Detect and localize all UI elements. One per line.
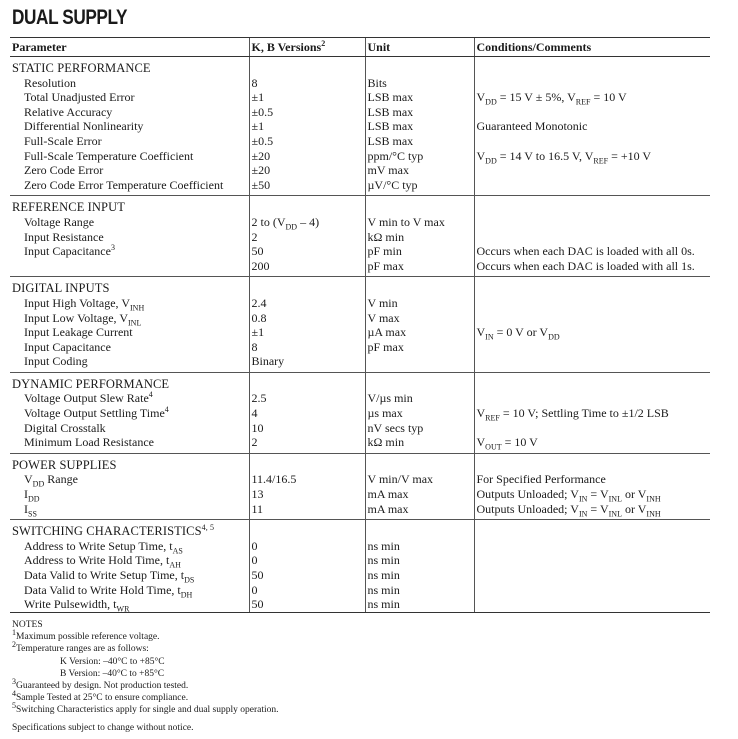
cell-value: 0 xyxy=(249,583,365,598)
page-title: DUAL SUPPLY xyxy=(12,6,128,29)
cell-unit: V max xyxy=(365,311,474,326)
header-parameter: Parameter xyxy=(10,38,249,57)
cell-unit: LSB max xyxy=(365,119,474,134)
cell-unit xyxy=(365,57,474,76)
note-1: $^1$Maximum possible reference voltage. xyxy=(12,628,160,643)
cell-parameter: Input Coding xyxy=(10,354,249,372)
spec-body xyxy=(10,57,710,613)
table-row xyxy=(10,340,710,355)
header-versions xyxy=(249,38,365,57)
table-row xyxy=(10,325,710,340)
cell-value: 0.8 xyxy=(249,311,365,326)
cell-unit: kΩ min xyxy=(365,435,474,453)
cell-conditions xyxy=(474,340,710,355)
cell-parameter: $I_{DD}$ xyxy=(24,487,40,504)
cell-conditions: $V_{IN} = 0$ V or $V_{DD}$ xyxy=(474,325,710,340)
cell-value: 200 xyxy=(249,259,365,277)
cell-value: 11 xyxy=(249,502,365,520)
section-title: DIGITAL INPUTS xyxy=(12,281,110,296)
cell-conditions xyxy=(474,421,710,436)
table-row xyxy=(10,487,710,502)
table-row xyxy=(10,391,710,406)
cell-conditions xyxy=(474,105,710,120)
cell-unit: ns min xyxy=(365,539,474,554)
cell-conditions: For Specified Performance xyxy=(474,472,710,487)
cell-unit xyxy=(365,354,474,372)
section-title: STATIC PERFORMANCE xyxy=(12,61,151,75)
cell-value: 2 xyxy=(249,230,365,245)
cell-parameter: Resolution xyxy=(24,75,77,90)
cell-value xyxy=(249,57,365,76)
cell-unit: V min to V max xyxy=(365,215,474,230)
cell-unit: ns min xyxy=(365,553,474,568)
header-versions-label: K, B Versions xyxy=(251,39,322,54)
cell-unit: LSB max xyxy=(365,134,474,149)
cell-unit: ns min xyxy=(365,597,474,612)
section-title: REFERENCE INPUT xyxy=(12,200,125,215)
cell-parameter: Address to Write Hold Time, $t_{AH}$ xyxy=(24,553,181,570)
cell-conditions xyxy=(474,372,710,391)
cell-value: 10 xyxy=(249,421,365,436)
cell-conditions xyxy=(474,163,710,178)
cell-conditions xyxy=(474,134,710,149)
cell-value: 0 xyxy=(249,553,365,568)
cell-parameter: Data Valid to Write Hold Time, $t_{DH}$ xyxy=(24,582,193,599)
cell-parameter: Input Low Voltage, $V_{INL}$ xyxy=(24,310,142,327)
section-heading-row xyxy=(10,453,710,472)
cell-conditions: $V_{DD} = 15$ V ± 5%, $V_{REF} = 10$ V xyxy=(474,90,710,105)
cell-parameter: Digital Crosstalk xyxy=(24,420,106,435)
table-row xyxy=(10,472,710,487)
cell-parameter: Minimum Load Resistance xyxy=(10,435,249,453)
cell-conditions xyxy=(474,354,710,372)
cell-parameter: Differential Nonlinearity xyxy=(24,119,144,134)
cell-value xyxy=(249,277,365,296)
cell-value: 13 xyxy=(249,487,365,502)
cell-value: 11.4/16.5 xyxy=(249,472,365,487)
header-versions-sup: 2 xyxy=(321,38,326,48)
cell-value xyxy=(249,520,365,539)
cell-value: ±0.5 xyxy=(249,105,365,120)
cell-conditions: Guaranteed Monotonic xyxy=(474,119,710,134)
cell-value: 4 xyxy=(249,406,365,421)
cell-conditions xyxy=(474,215,710,230)
note-3: $^3$Guaranteed by design. Not production tested. xyxy=(12,676,189,692)
table-row xyxy=(10,259,710,277)
cell-conditions xyxy=(474,597,710,612)
cell-conditions xyxy=(474,196,710,215)
cell-conditions xyxy=(474,539,710,554)
cell-conditions xyxy=(474,583,710,598)
cell-unit: mA max xyxy=(365,487,474,502)
cell-conditions xyxy=(474,553,710,568)
cell-parameter: Input Capacitance xyxy=(24,339,111,354)
cell-parameter: Input High Voltage, $V_{INH}$ xyxy=(24,295,145,313)
note-4: $^4$Sample Tested at 25°C to ensure compliance. xyxy=(12,689,189,704)
note-5: $^5$Switching Characteristics apply for single and dual supply operation. xyxy=(12,701,279,716)
cell-value: 2 to $(V_{DD} - 4)$ xyxy=(249,215,365,230)
cell-parameter: Input Capacitance$^3$ xyxy=(24,243,115,259)
table-row xyxy=(10,553,710,568)
cell-value: Binary xyxy=(249,354,365,372)
cell-unit: LSB max xyxy=(365,105,474,120)
cell-conditions: $V_{DD} = 14$ V to 16.5 V, $V_{REF} = +10$ V xyxy=(474,149,710,164)
cell-conditions: Occurs when each DAC is loaded with all 0s. xyxy=(474,244,710,259)
notes-heading: NOTES xyxy=(12,620,43,630)
cell-parameter: Zero Code Error xyxy=(24,163,104,178)
cell-conditions xyxy=(474,178,710,196)
cell-unit xyxy=(365,520,474,539)
cell-value: 8 xyxy=(249,76,365,91)
cell-conditions xyxy=(474,391,710,406)
cell-unit: µA max xyxy=(365,325,474,340)
cell-unit: V/µs min xyxy=(365,391,474,406)
table-row xyxy=(10,134,710,149)
cell-unit xyxy=(365,196,474,215)
cell-unit: pF max xyxy=(365,340,474,355)
cell-unit: µV/°C typ xyxy=(365,178,474,196)
cell-value: 2.5 xyxy=(249,391,365,406)
header-unit: Unit xyxy=(365,38,474,57)
table-row xyxy=(10,90,710,105)
table-row xyxy=(10,244,710,259)
cell-value xyxy=(249,453,365,472)
table-row xyxy=(10,568,710,583)
cell-value: ±1 xyxy=(249,325,365,340)
cell-conditions: Outputs Unloaded; $V_{IN} = V_{INL}$ or $V_{INH}$ xyxy=(474,502,710,520)
cell-parameter: Full-Scale Temperature Coefficient xyxy=(24,148,194,163)
table-row xyxy=(10,421,710,436)
section-heading-row xyxy=(10,372,710,391)
cell-conditions: $V_{OUT} = 10$ V xyxy=(474,435,710,453)
cell-unit: LSB max xyxy=(365,90,474,105)
cell-unit: nV secs typ xyxy=(365,421,474,436)
table-row xyxy=(10,583,710,598)
table-row xyxy=(10,406,710,421)
cell-value: 8 xyxy=(249,340,365,355)
cell-unit xyxy=(365,372,474,391)
header-conditions: Conditions/Comments xyxy=(474,38,710,57)
cell-conditions: $V_{REF} = 10$ V; Settling Time to ±1/2 LSB xyxy=(474,406,710,421)
table-row xyxy=(10,296,710,311)
spec-table xyxy=(10,37,710,613)
cell-value: ±20 xyxy=(249,149,365,164)
cell-conditions: Occurs when each DAC is loaded with all 1s. xyxy=(474,259,710,277)
cell-parameter: Data Valid to Write Setup Time, $t_{DS}$ xyxy=(24,568,195,585)
table-row xyxy=(10,539,710,554)
section-title: SWITCHING CHARACTERISTICS$^{4, 5}$ xyxy=(12,523,215,539)
cell-value: 50 xyxy=(249,244,365,259)
cell-parameter xyxy=(10,259,249,277)
table-row xyxy=(10,119,710,134)
cell-conditions xyxy=(474,311,710,326)
cell-value: ±1 xyxy=(249,119,365,134)
cell-value: 50 xyxy=(249,597,365,612)
cell-conditions: Outputs Unloaded; $V_{IN} = V_{INL}$ or $V_{INH}$ xyxy=(474,487,710,502)
cell-conditions xyxy=(474,520,710,539)
notes-block xyxy=(12,619,279,734)
cell-unit: V min/V max xyxy=(365,472,474,487)
table-row xyxy=(10,435,710,453)
cell-parameter: Voltage Range xyxy=(24,214,95,229)
cell-value: 2 xyxy=(249,435,365,453)
table-header-row xyxy=(10,38,710,57)
table-row xyxy=(10,149,710,164)
table-row xyxy=(10,230,710,245)
cell-parameter: $V_{DD}$ Range xyxy=(24,472,78,489)
cell-unit xyxy=(365,277,474,296)
cell-value: ±20 xyxy=(249,163,365,178)
cell-unit: kΩ min xyxy=(365,230,474,245)
notes-footer: Specifications subject to change without notice. xyxy=(12,722,194,733)
cell-value xyxy=(249,196,365,215)
cell-unit: pF min xyxy=(365,244,474,259)
cell-unit: ns min xyxy=(365,568,474,583)
cell-unit: mA max xyxy=(365,502,474,520)
table-row xyxy=(10,105,710,120)
section-heading-row xyxy=(10,520,710,539)
cell-parameter: Total Unadjusted Error xyxy=(24,90,135,105)
note-2-b-version: B Version: –40°C to +85°C xyxy=(60,668,165,679)
cell-unit: Bits xyxy=(365,76,474,91)
cell-parameter: Address to Write Setup Time, $t_{AS}$ xyxy=(24,538,183,556)
table-row xyxy=(10,502,710,520)
cell-parameter: Voltage Output Slew Rate$^4$ xyxy=(24,390,153,406)
cell-unit: V min xyxy=(365,296,474,311)
cell-parameter: Input Leakage Current xyxy=(24,325,133,340)
table-row xyxy=(10,215,710,230)
cell-value: ±50 xyxy=(249,178,365,196)
table-row xyxy=(10,76,710,91)
cell-unit: ppm/°C typ xyxy=(365,149,474,164)
table-row xyxy=(10,163,710,178)
cell-parameter: Full-Scale Error xyxy=(24,133,102,148)
cell-parameter: Relative Accuracy xyxy=(24,104,113,119)
cell-parameter: Write Pulsewidth, $t_{WR}$ xyxy=(10,597,249,612)
cell-unit: µs max xyxy=(365,406,474,421)
cell-conditions xyxy=(474,230,710,245)
cell-unit: mV max xyxy=(365,163,474,178)
cell-value: ±0.5 xyxy=(249,134,365,149)
cell-conditions xyxy=(474,568,710,583)
cell-value: ±1 xyxy=(249,90,365,105)
cell-value: 0 xyxy=(249,539,365,554)
cell-conditions xyxy=(474,453,710,472)
section-heading-row xyxy=(10,277,710,296)
cell-value: 50 xyxy=(249,568,365,583)
section-title: POWER SUPPLIES xyxy=(12,457,117,472)
section-title: DYNAMIC PERFORMANCE xyxy=(12,376,170,391)
cell-conditions xyxy=(474,57,710,76)
cell-parameter: Zero Code Error Temperature Coefficient xyxy=(10,178,249,196)
cell-conditions xyxy=(474,296,710,311)
cell-unit xyxy=(365,453,474,472)
cell-parameter: Input Resistance xyxy=(24,229,104,244)
cell-value xyxy=(249,372,365,391)
table-row xyxy=(10,597,710,612)
table-row xyxy=(10,354,710,372)
cell-parameter: $I_{SS}$ xyxy=(10,502,249,520)
cell-conditions xyxy=(474,76,710,91)
cell-unit: pF max xyxy=(365,259,474,277)
table-row xyxy=(10,311,710,326)
section-heading-row xyxy=(10,196,710,215)
note-2: $^2$Temperature ranges are as follows: xyxy=(12,640,149,655)
cell-parameter: Voltage Output Settling Time$^4$ xyxy=(24,405,169,421)
cell-unit: ns min xyxy=(365,583,474,598)
cell-conditions xyxy=(474,277,710,296)
section-heading-row xyxy=(10,57,710,76)
table-row xyxy=(10,178,710,196)
note-2-k-version: K Version: –40°C to +85°C xyxy=(60,656,165,667)
cell-value: 2.4 xyxy=(249,296,365,311)
